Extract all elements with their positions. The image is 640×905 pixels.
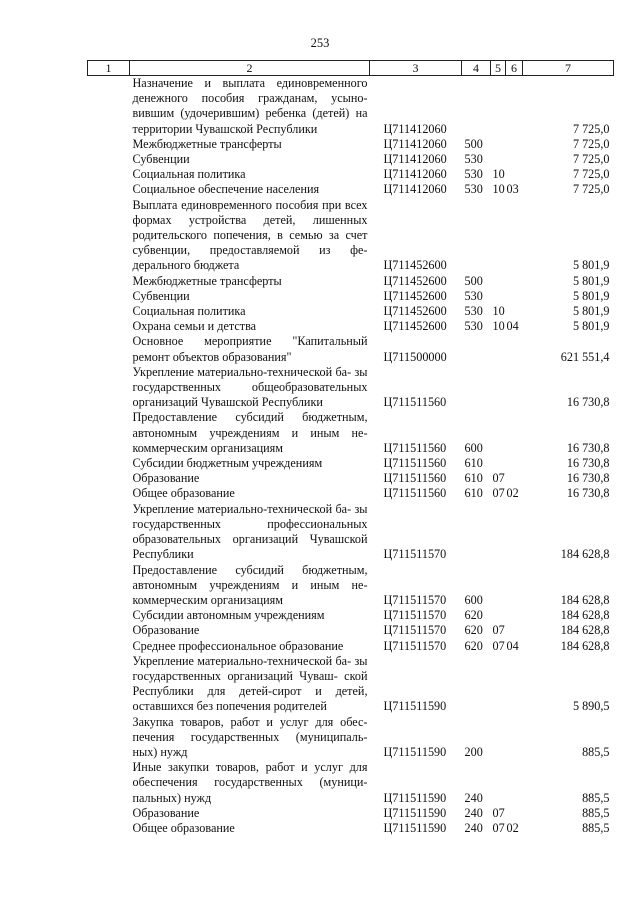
table-row bbox=[88, 654, 614, 715]
subsection-code bbox=[506, 608, 523, 623]
row-name: Иные закупки товаров, работ и услуг для обеспечения государственных (муници- пальных) нужд bbox=[132, 760, 368, 805]
section-code bbox=[491, 334, 506, 364]
table-row bbox=[88, 623, 614, 638]
column-header-1: 1 bbox=[88, 61, 130, 76]
section-code bbox=[491, 563, 506, 609]
expense-type-code: 600 bbox=[464, 592, 483, 607]
section-code: 10 bbox=[492, 167, 505, 182]
subsection-code bbox=[506, 289, 523, 304]
expense-type-code bbox=[462, 365, 491, 411]
amount: 184 628,8 bbox=[560, 592, 610, 607]
row-number-cell bbox=[88, 563, 130, 609]
target-code: Ц711452600 bbox=[383, 288, 447, 303]
expense-type-code: 610 bbox=[464, 456, 483, 471]
row-name: Образование bbox=[132, 471, 200, 486]
row-name: Межбюджетные трансферты bbox=[132, 273, 282, 288]
subsection-code bbox=[506, 365, 523, 411]
row-name: Социальная политика bbox=[132, 304, 246, 319]
subsection-code bbox=[506, 715, 523, 761]
row-name: Предоставление субсидий бюджетным, автономным учреждениям и иным не- коммерческим организациям bbox=[132, 410, 368, 455]
table-row bbox=[88, 486, 614, 501]
amount: 7 725,0 bbox=[572, 167, 610, 182]
subsection-code bbox=[506, 760, 523, 806]
expense-type-code: 610 bbox=[464, 486, 483, 501]
amount: 5 801,9 bbox=[572, 258, 610, 273]
target-code: Ц711511590 bbox=[383, 820, 447, 835]
target-code: Ц711511590 bbox=[383, 805, 447, 820]
expense-type-code: 530 bbox=[464, 182, 483, 197]
row-number-cell bbox=[88, 334, 130, 364]
target-code: Ц711452600 bbox=[383, 258, 447, 273]
target-code: Ц711511560 bbox=[383, 471, 447, 486]
table-row bbox=[88, 76, 614, 137]
table-body bbox=[88, 76, 614, 837]
row-name: Субвенции bbox=[132, 152, 190, 167]
section-code bbox=[491, 76, 506, 137]
target-code: Ц711412060 bbox=[383, 182, 447, 197]
column-header-3: 3 bbox=[370, 61, 462, 76]
target-code: Ц711511560 bbox=[383, 486, 447, 501]
row-number-cell bbox=[88, 167, 130, 182]
section-code: 10 bbox=[492, 182, 505, 197]
amount: 7 725,0 bbox=[572, 136, 610, 151]
table-row bbox=[88, 319, 614, 334]
row-name: Социальная политика bbox=[132, 167, 246, 182]
row-number-cell bbox=[88, 182, 130, 197]
row-name: Укрепление материально-технической ба- зы государственных организаций Чуваш- ской Республики для детей-сирот и детей, оставшихся без попечения родителей bbox=[132, 653, 368, 714]
subsection-code bbox=[506, 456, 523, 471]
section-code bbox=[491, 654, 506, 715]
amount: 16 730,8 bbox=[566, 486, 610, 501]
table-row bbox=[88, 410, 614, 456]
section-code: 07 bbox=[492, 486, 505, 501]
amount: 184 628,8 bbox=[560, 623, 610, 638]
row-name: Субсидии бюджетным учреждениям bbox=[132, 456, 323, 471]
target-code: Ц711511590 bbox=[383, 790, 447, 805]
row-number-cell bbox=[88, 76, 130, 137]
subsection-code: 02 bbox=[506, 820, 519, 835]
amount: 16 730,8 bbox=[566, 395, 610, 410]
section-code: 07 bbox=[492, 471, 505, 486]
table-row bbox=[88, 608, 614, 623]
row-number-cell bbox=[88, 654, 130, 715]
column-header-4: 4 bbox=[462, 61, 491, 76]
row-number-cell bbox=[88, 304, 130, 319]
target-code: Ц711511570 bbox=[383, 638, 447, 653]
expense-type-code: 200 bbox=[464, 744, 483, 759]
row-name: Среднее профессиональное образование bbox=[132, 638, 344, 653]
target-code: Ц711511570 bbox=[383, 623, 447, 638]
amount: 7 725,0 bbox=[572, 152, 610, 167]
amount: 5 801,9 bbox=[572, 304, 610, 319]
amount: 16 730,8 bbox=[566, 440, 610, 455]
section-code bbox=[491, 410, 506, 456]
subsection-code bbox=[506, 304, 523, 319]
section-code: 10 bbox=[492, 304, 505, 319]
page-number: 253 bbox=[310, 36, 330, 50]
amount: 5 890,5 bbox=[572, 699, 610, 714]
row-name: Укрепление материально-технической ба- зы государственных профессиональных образовательных организаций Чувашской Республики bbox=[132, 501, 368, 562]
target-code: Ц711511570 bbox=[383, 608, 447, 623]
table-row bbox=[88, 715, 614, 761]
expense-type-code: 620 bbox=[464, 638, 483, 653]
expense-type-code: 240 bbox=[464, 820, 483, 835]
table-row bbox=[88, 471, 614, 486]
expense-type-code: 530 bbox=[464, 288, 483, 303]
subsection-code: 04 bbox=[506, 319, 519, 334]
column-header-2: 2 bbox=[130, 61, 370, 76]
amount: 885,5 bbox=[582, 744, 610, 759]
target-code: Ц711511560 bbox=[383, 395, 447, 410]
target-code: Ц711500000 bbox=[383, 349, 447, 364]
table-row bbox=[88, 274, 614, 289]
column-header-7: 7 bbox=[523, 61, 614, 76]
section-code bbox=[491, 715, 506, 761]
subsection-code: 03 bbox=[506, 182, 519, 197]
row-name: Укрепление материально-технической ба- зы государственных общеобразовательных организаций Чувашской Республики bbox=[132, 364, 368, 410]
table-row bbox=[88, 821, 614, 836]
table-row bbox=[88, 563, 614, 609]
subsection-code bbox=[506, 623, 523, 638]
row-number-cell bbox=[88, 502, 130, 563]
expense-type-code: 620 bbox=[464, 608, 483, 623]
column-header-6: 6 bbox=[506, 61, 523, 76]
table-row bbox=[88, 304, 614, 319]
subsection-code bbox=[506, 654, 523, 715]
row-name: Образование bbox=[132, 623, 200, 638]
subsection-code: 02 bbox=[506, 486, 519, 501]
expense-type-code: 530 bbox=[464, 152, 483, 167]
subsection-code bbox=[506, 152, 523, 167]
target-code: Ц711412060 bbox=[383, 136, 447, 151]
table-header bbox=[88, 61, 614, 76]
row-number-cell bbox=[88, 715, 130, 761]
expense-type-code: 530 bbox=[464, 304, 483, 319]
expense-type-code: 620 bbox=[464, 623, 483, 638]
column-number-row bbox=[88, 61, 614, 76]
amount: 885,5 bbox=[582, 790, 610, 805]
row-name: Субвенции bbox=[132, 288, 190, 303]
expense-type-code bbox=[462, 502, 491, 563]
row-number-cell bbox=[88, 137, 130, 152]
amount: 184 628,8 bbox=[560, 547, 610, 562]
target-code: Ц711511590 bbox=[383, 699, 447, 714]
row-number-cell bbox=[88, 760, 130, 806]
row-name: Назначение и выплата единовременного денежного пособия гражданам, усыно- вившим (удочерившим) ребенка (детей) на территории Чувашской Республики bbox=[132, 76, 368, 136]
section-code bbox=[491, 198, 506, 274]
amount: 885,5 bbox=[582, 820, 610, 835]
budget-table bbox=[87, 60, 614, 836]
amount: 7 725,0 bbox=[572, 121, 610, 136]
row-number-cell bbox=[88, 623, 130, 638]
row-number-cell bbox=[88, 152, 130, 167]
section-code bbox=[491, 137, 506, 152]
target-code: Ц711412060 bbox=[383, 152, 447, 167]
amount: 5 801,9 bbox=[572, 319, 610, 334]
row-number-cell bbox=[88, 365, 130, 411]
expense-type-code bbox=[462, 198, 491, 274]
amount: 7 725,0 bbox=[572, 182, 610, 197]
subsection-code bbox=[506, 137, 523, 152]
subsection-code bbox=[506, 502, 523, 563]
table-row bbox=[88, 806, 614, 821]
table-row bbox=[88, 137, 614, 152]
target-code: Ц711452600 bbox=[383, 273, 447, 288]
subsection-code bbox=[506, 563, 523, 609]
row-number-cell bbox=[88, 198, 130, 274]
subsection-code bbox=[506, 274, 523, 289]
row-number-cell bbox=[88, 289, 130, 304]
subsection-code bbox=[506, 471, 523, 486]
subsection-code bbox=[506, 167, 523, 182]
table-row bbox=[88, 289, 614, 304]
row-number-cell bbox=[88, 821, 130, 836]
section-code: 10 bbox=[492, 319, 505, 334]
row-name: Закупка товаров, работ и услуг для обес- печения государственных (муниципаль- ных) нужд bbox=[132, 714, 368, 759]
column-header-5: 5 bbox=[491, 61, 506, 76]
section-code bbox=[491, 365, 506, 411]
row-number-cell bbox=[88, 319, 130, 334]
section-code bbox=[491, 502, 506, 563]
expense-type-code: 500 bbox=[464, 136, 483, 151]
row-name: Основное мероприятие "Капитальный ремонт объектов образования" bbox=[132, 334, 368, 364]
target-code: Ц711412060 bbox=[383, 167, 447, 182]
target-code: Ц711511570 bbox=[383, 592, 447, 607]
subsection-code bbox=[506, 198, 523, 274]
expense-type-code: 610 bbox=[464, 471, 483, 486]
subsection-code: 04 bbox=[506, 638, 519, 653]
amount: 621 551,4 bbox=[560, 349, 610, 364]
section-code bbox=[491, 760, 506, 806]
amount: 184 628,8 bbox=[560, 608, 610, 623]
table-row bbox=[88, 334, 614, 364]
row-number-cell bbox=[88, 274, 130, 289]
section-code: 07 bbox=[492, 623, 505, 638]
target-code: Ц711511590 bbox=[383, 744, 447, 759]
section-code bbox=[491, 274, 506, 289]
section-code bbox=[491, 608, 506, 623]
table-row bbox=[88, 502, 614, 563]
subsection-code bbox=[506, 76, 523, 137]
target-code: Ц711511560 bbox=[383, 440, 447, 455]
row-number-cell bbox=[88, 471, 130, 486]
expense-type-code: 240 bbox=[464, 790, 483, 805]
expense-type-code bbox=[462, 334, 491, 364]
expense-type-code: 500 bbox=[464, 273, 483, 288]
subsection-code bbox=[506, 806, 523, 821]
amount: 184 628,8 bbox=[560, 638, 610, 653]
table-row bbox=[88, 760, 614, 806]
row-number-cell bbox=[88, 806, 130, 821]
row-name: Социальное обеспечение населения bbox=[132, 182, 320, 197]
expense-type-code bbox=[462, 76, 491, 137]
row-name: Выплата единовременного пособия при всех формах устройства детей, лишенных родительского попечения, в семью за счет субвенции, предоставляемой из фе- дерального бюджета bbox=[132, 197, 368, 273]
expense-type-code: 530 bbox=[464, 167, 483, 182]
amount: 885,5 bbox=[582, 805, 610, 820]
row-name: Образование bbox=[132, 805, 200, 820]
target-code: Ц711452600 bbox=[383, 304, 447, 319]
expense-type-code: 530 bbox=[464, 319, 483, 334]
expense-type-code: 240 bbox=[464, 805, 483, 820]
amount: 16 730,8 bbox=[566, 456, 610, 471]
table-row bbox=[88, 198, 614, 274]
subsection-code bbox=[506, 410, 523, 456]
row-name: Охрана семьи и детства bbox=[132, 319, 257, 334]
section-code bbox=[491, 456, 506, 471]
amount: 5 801,9 bbox=[572, 288, 610, 303]
row-number-cell bbox=[88, 456, 130, 471]
table-row bbox=[88, 152, 614, 167]
target-code: Ц711412060 bbox=[383, 121, 447, 136]
section-code: 07 bbox=[492, 638, 505, 653]
target-code: Ц711511560 bbox=[383, 456, 447, 471]
section-code: 07 bbox=[492, 805, 505, 820]
target-code: Ц711452600 bbox=[383, 319, 447, 334]
row-name: Субсидии автономным учреждениям bbox=[132, 608, 325, 623]
subsection-code bbox=[506, 334, 523, 364]
expense-type-code bbox=[462, 654, 491, 715]
row-name: Общее образование bbox=[132, 486, 235, 501]
row-name: Общее образование bbox=[132, 820, 235, 835]
amount: 16 730,8 bbox=[566, 471, 610, 486]
row-number-cell bbox=[88, 639, 130, 654]
row-number-cell bbox=[88, 608, 130, 623]
section-code: 07 bbox=[492, 820, 505, 835]
table-row bbox=[88, 639, 614, 654]
target-code: Ц711511570 bbox=[383, 547, 447, 562]
row-number-cell bbox=[88, 410, 130, 456]
amount: 5 801,9 bbox=[572, 273, 610, 288]
table-row bbox=[88, 456, 614, 471]
section-code bbox=[491, 152, 506, 167]
section-code bbox=[491, 289, 506, 304]
table-row bbox=[88, 365, 614, 411]
row-name: Межбюджетные трансферты bbox=[132, 136, 282, 151]
expense-type-code: 600 bbox=[464, 440, 483, 455]
table-row bbox=[88, 167, 614, 182]
table-row bbox=[88, 182, 614, 197]
row-name: Предоставление субсидий бюджетным, автономным учреждениям и иным не- коммерческим организациям bbox=[132, 562, 368, 607]
row-number-cell bbox=[88, 486, 130, 501]
